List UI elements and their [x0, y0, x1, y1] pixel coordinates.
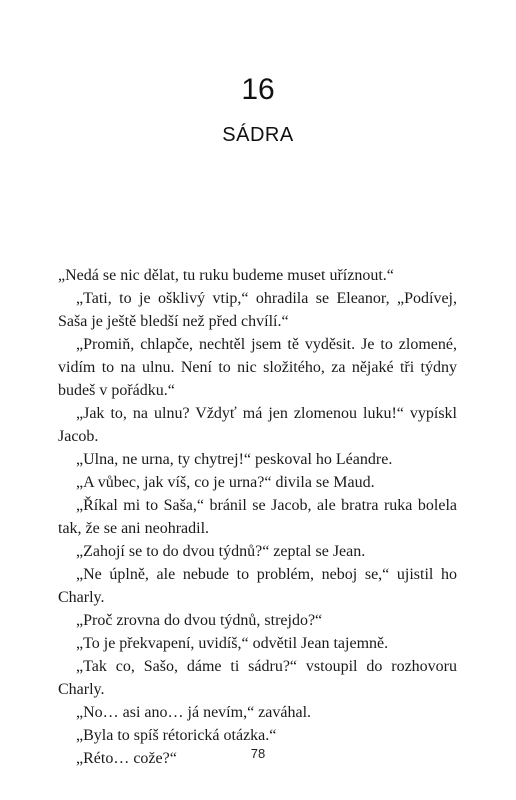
- paragraph: „Nedá se nic dělat, tu ruku budeme muset uříznout.“: [58, 267, 394, 284]
- page-number: 78: [250, 746, 266, 761]
- paragraph: „Říkal mi to Saša,“ bránil se Jacob, ale bratra ruka bolela tak, že se ani neohradil.: [58, 497, 457, 537]
- paragraph: „Zahojí se to do dvou týdnů?“ zeptal se Jean.: [76, 543, 366, 560]
- paragraph: „Promiň, chlapče, nechtěl jsem tě vyděsit. Je to zlomené, vidím to na ulnu. Není to nic složitého, za nějaké tři týdny budeš v pořádku.“: [58, 336, 457, 399]
- paragraph: „No… asi ano… já nevím,“ zaváhal.: [76, 704, 312, 721]
- paragraph: „Tati, to je ošklivý vtip,“ ohradila se Eleanor, „Podívej, Saša je ještě bledší než před chvílí.“: [58, 290, 457, 330]
- chapter-body: [58, 264, 457, 770]
- paragraph: „To je překvapení, uvidíš,“ odvětil Jean tajemně.: [76, 635, 389, 652]
- paragraph: „Ne úplně, ale nebude to problém, neboj se,“ ujistil ho Charly.: [58, 566, 457, 606]
- paragraph: „Tak co, Sašo, dáme ti sádru?“ vstoupil do rozhovoru Charly.: [58, 658, 457, 698]
- chapter-number: 16: [241, 73, 275, 106]
- paragraph: „Réto… cože?“: [76, 750, 177, 767]
- paragraph: „Proč zrovna do dvou týdnů, strejdo?“: [76, 612, 323, 629]
- paragraph: „Jak to, na ulnu? Vždyť má jen zlomenou luku!“ vypískl Jacob.: [58, 405, 457, 445]
- chapter-title: SÁDRA: [222, 124, 294, 146]
- paragraph: „A vůbec, jak víš, co je urna?“ divila se Maud.: [76, 474, 375, 491]
- paragraph: „Byla to spíš rétorická otázka.“: [76, 727, 277, 744]
- paragraph: „Ulna, ne urna, ty chytrej!“ peskoval ho Léandre.: [76, 451, 393, 468]
